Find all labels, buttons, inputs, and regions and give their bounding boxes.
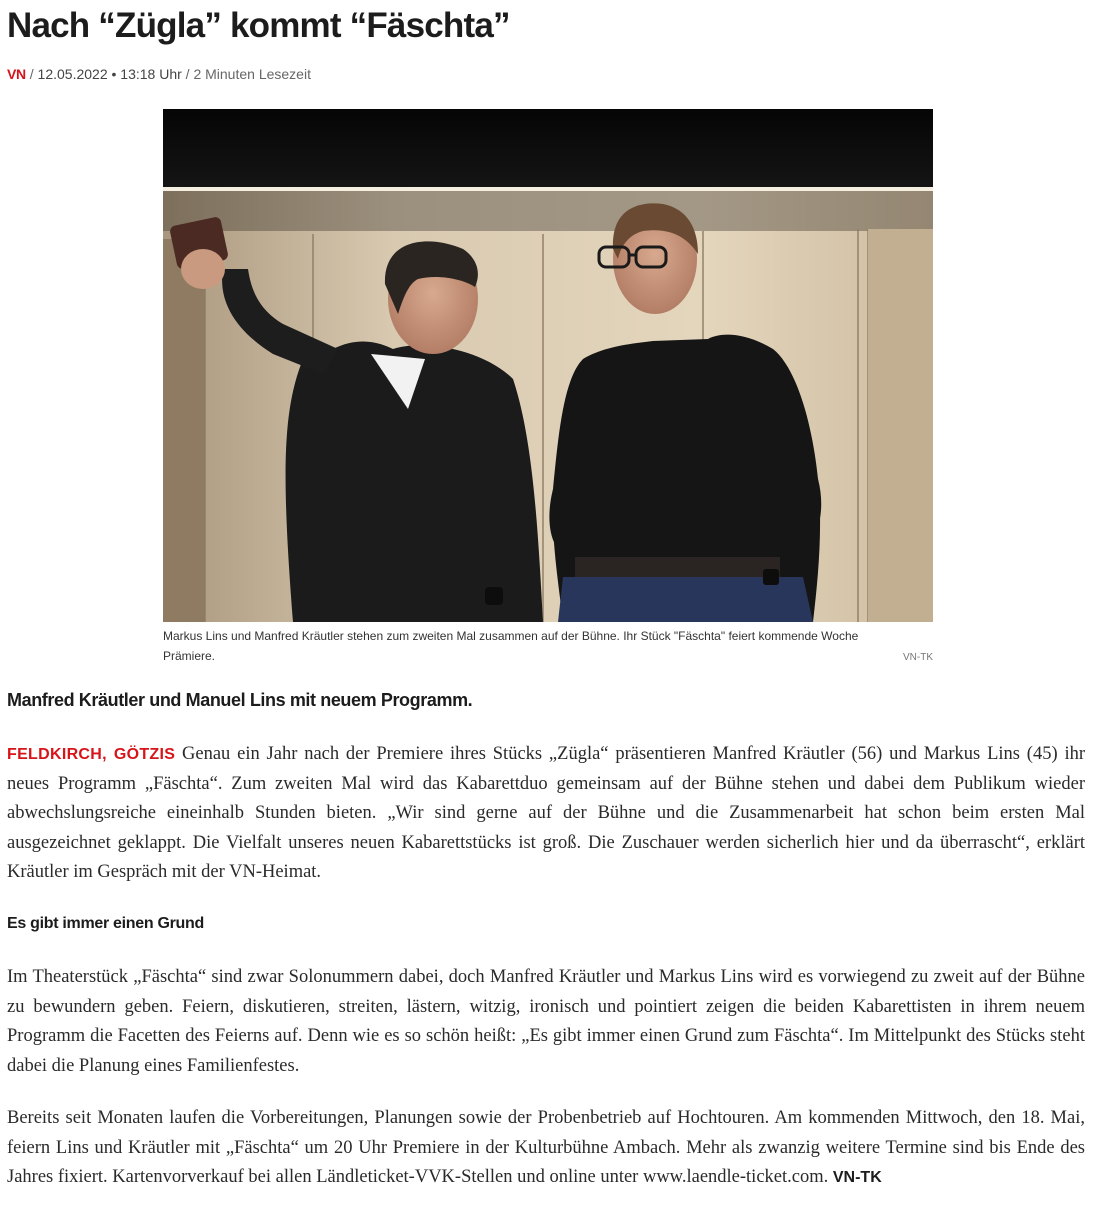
subheading: Es gibt immer einen Grund <box>7 915 204 932</box>
article-meta <box>7 66 311 82</box>
publish-date: 12.05.2022 <box>37 66 108 82</box>
meta-dot: • <box>107 66 121 82</box>
reading-time: / 2 Minuten Lesezeit <box>181 66 311 82</box>
photo-credit: VN-TK <box>903 652 933 663</box>
brand-link[interactable]: VN <box>7 66 26 82</box>
article-figure <box>163 109 933 666</box>
article-title: Nach “Zügla” kommt “Fäschta” <box>7 6 510 45</box>
caption-text: Markus Lins und Manfred Kräutler stehen zum zweiten Mal zusammen auf der Bühne. Ihr Stück "Fäschta" feiert kommende Woche Prämiere. <box>163 629 859 663</box>
meta-separator: / <box>25 66 38 82</box>
author-signature: VN-TK <box>832 1169 882 1186</box>
paragraph-1-text: Genau ein Jahr nach der Premiere ihres Stücks „Zügla“ präsentieren Manfred Kräutler (56) und Markus Lins (45) ihr neues Programm „Fäschta“. Zum zweiten Mal wird das Kabarettduo gemeinsam auf der Bühne stehen und dabei dem Publikum wieder abwechslungsreiche eineinhalb Stunden bieten. „Wir sind gerne auf der Bühne und die Zusammenarbeit hat schon beim ersten Mal ausgezeichnet geklappt. Die Vielfalt unseres neuen Kabarettstücks ist groß. Die Zuschauer werden sicherlich hier und da überrascht“, erklärt Kräutler im Gespräch mit der VN-Heimat. <box>7 744 1085 882</box>
article-photo[interactable] <box>163 109 933 622</box>
publish-time: 13:18 Uhr <box>120 66 182 82</box>
paragraph-3-text: Bereits seit Monaten laufen die Vorbereitungen, Planungen sowie der Probenbetrieb auf Hochtouren. Am kommenden Mittwoch, den 18. Mai, feiern Lins und Kräutler mit „Fäschta“ um 20 Uhr Premiere in der Kulturbühne Ambach. Mehr als zwanzig weitere Termine sind bis Ende des Jahres fixiert. Kartenvorverkauf bei allen Ländleticket-VVK-Stellen und online unter www.laendle-ticket.com. <box>7 1108 1085 1187</box>
photo-illustration <box>163 109 933 622</box>
paragraph-2: Im Theaterstück „Fäschta“ sind zwar Solonummern dabei, doch Manfred Kräutler und Markus Lins wird es vorwiegend zu zweit auf der Bühne zu bewundern geben. Feiern, diskutieren, streiten, lästern, witzig, ironisch und pointiert zeigen die beiden Kabarettisten in ihrem neuem Programm die Facetten des Feierns auf. Denn wie es so schön heißt: „Es gibt immer einen Grund zum Fäschta“. Im Mittelpunkt des Stücks steht dabei die Planung eines Familienfestes. <box>7 967 1085 1076</box>
paragraph-1 <box>7 740 1085 888</box>
article-lead: Manfred Kräutler und Manuel Lins mit neuem Programm. <box>7 690 473 710</box>
photo-caption <box>163 626 933 666</box>
paragraph-3 <box>7 1104 1085 1193</box>
dateline-location: FELDKIRCH, GÖTZIS <box>7 746 176 763</box>
